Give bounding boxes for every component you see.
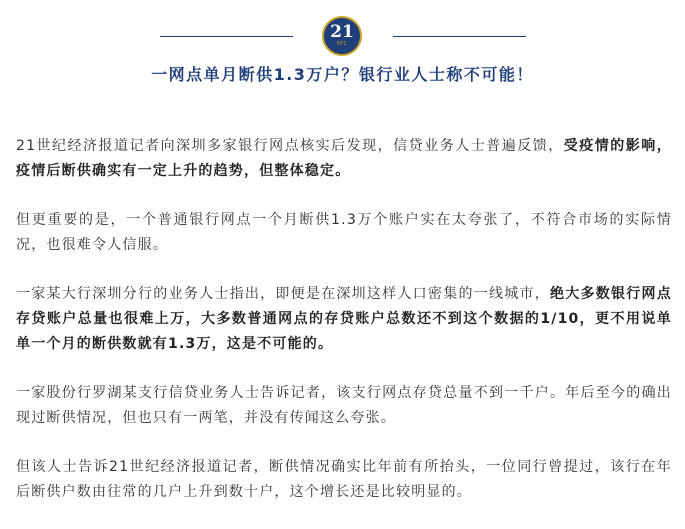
- paragraph-text: 但该人士告诉21世纪经济报道记者，断供情况确实比年前有所抬头，一位同行曾提过，该行在年后断供户数由往常的几户上升到数十户，这个增长还是比较明显的。: [16, 459, 672, 500]
- paragraph-3: [16, 282, 672, 357]
- article-title: 一网点单月断供1.3万户？银行业人士称不可能！: [151, 65, 534, 84]
- paragraph-2: [16, 208, 672, 258]
- article-body: [16, 134, 672, 529]
- paragraph-5: [16, 455, 672, 505]
- paragraph-text: 一家股份行罗湖某支行信贷业务人士告诉记者，该支行网点存贷总量不到一千户。年后至今的确出现过断供情况，但也只有一两笔，并没有传闻这么夸张。: [16, 385, 672, 426]
- header-divider-left: [160, 36, 293, 37]
- paragraph-text: 一家某大行深圳分行的业务人士指出，即便是在深圳这样人口密集的一线城市，: [16, 286, 550, 302]
- brand-logo: [322, 16, 362, 56]
- paragraph-bold-text: 绝大多数银行网点存贷账户总量也很难上万，大多数普通网点的存贷账户总数还不到这个数据的1/10，更不用说单单一个月的断供数就有1.3万，这是不可能的。: [16, 286, 672, 352]
- logo-subtext: SFC: [336, 41, 348, 47]
- paragraph-1: [16, 134, 672, 184]
- logo-number: 21: [330, 22, 354, 42]
- paragraph-text: 21世纪经济报道记者向深圳多家银行网点核实后发现，信贷业务人士普遍反馈，: [16, 138, 564, 154]
- article-header: [0, 0, 685, 110]
- paragraph-text: 但更重要的是，一个普通银行网点一个月断供1.3万个账户实在太夸张了，不符合市场的实际情况，也很难令人信服。: [16, 212, 672, 253]
- paragraph-4: [16, 381, 672, 431]
- paragraph-bold-text: 受疫情的影响，疫情后断供确实有一定上升的趋势，但整体稳定。: [16, 138, 672, 179]
- header-divider-right: [393, 36, 526, 37]
